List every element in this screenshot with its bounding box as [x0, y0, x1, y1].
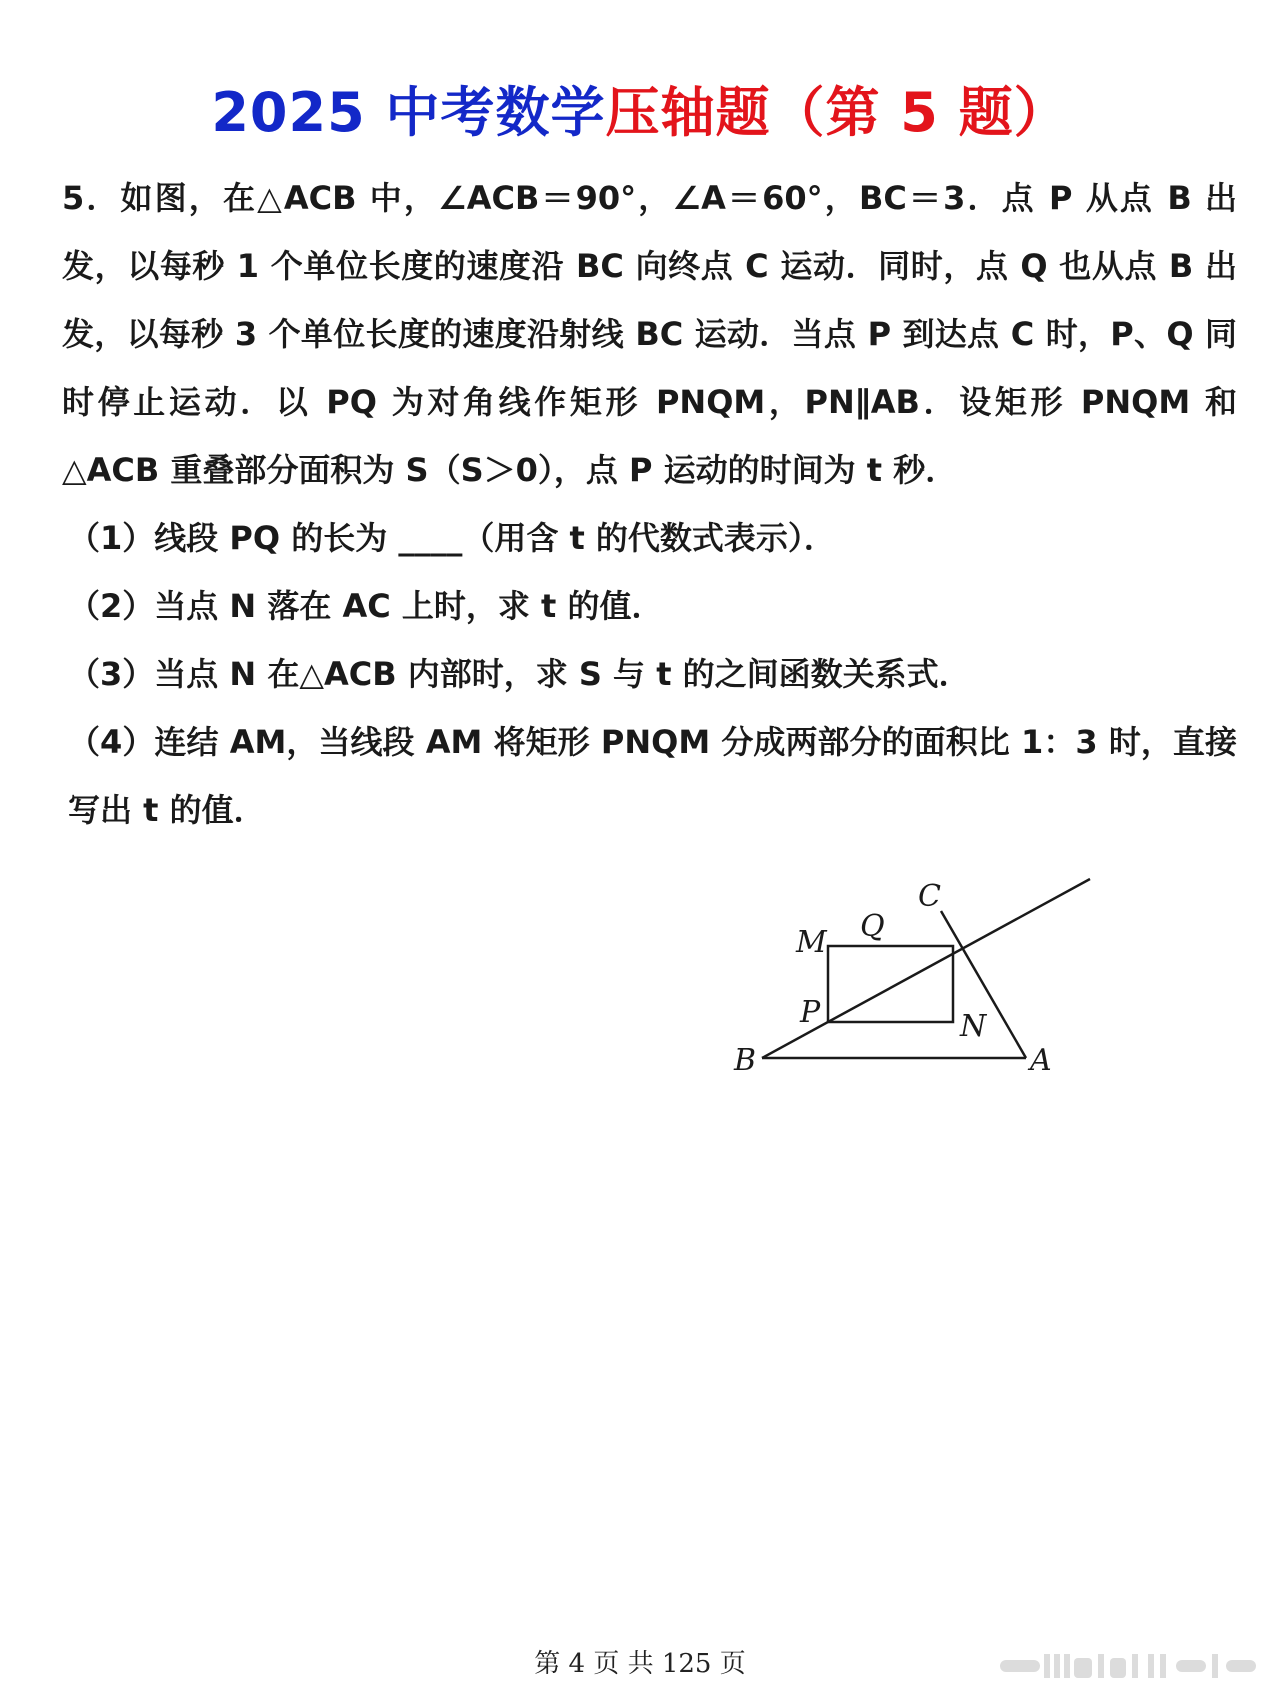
title-red-part: 压轴题（第 5 题） — [605, 81, 1069, 144]
label-p: P — [800, 995, 821, 1030]
label-n: N — [960, 1009, 987, 1044]
page-number: 第 4 页 共 125 页 — [534, 1649, 746, 1679]
problem-part-4: （4）连结 AM，当线段 AM 将矩形 PNQM 分成两部分的面积比 1：3 时，直接写出 t 的值． — [68, 723, 1237, 829]
problem-part-2: （2）当点 N 落在 AC 上时，求 t 的值． — [68, 587, 664, 625]
problem-part-1: （1）线段 PQ 的长为 ____（用含 t 的代数式表示）． — [68, 519, 836, 557]
page-footer — [0, 1646, 1280, 1686]
problem-statement: 5．如图，在△ACB 中，∠ACB＝90°，∠A＝60°，BC＝3．点 P 从点 B 出发，以每秒 1 个单位长度的速度沿 BC 向终点 C 运动．同时，点 Q 也从点 B 出发，以每秒 3 个单位长度的速度沿射线 BC 运动．当点 P 到达点 C 时，P、Q 同时停止运动．以 PQ 为对角线作矩形 PNQM，PN∥AB．设矩形 PNQM 和△ACB 重叠部分面积为 S（S＞0），点 P 运动的时间为 t 秒． — [62, 179, 1237, 489]
geometry-figure — [700, 840, 1170, 1080]
watermark-logo — [1000, 1650, 1260, 1682]
label-m: M — [796, 925, 827, 960]
geometry-diagram — [700, 840, 1170, 1080]
problem-text — [62, 164, 1237, 844]
label-c: C — [918, 879, 941, 914]
title-blue-part: 2025 中考数学 — [211, 81, 606, 144]
label-a: A — [1030, 1043, 1052, 1078]
page-title — [0, 78, 1280, 148]
problem-part-3: （3）当点 N 在△ACB 内部时，求 S 与 t 的之间函数关系式． — [68, 655, 971, 693]
label-q: Q — [860, 909, 885, 944]
label-b: B — [734, 1043, 757, 1078]
